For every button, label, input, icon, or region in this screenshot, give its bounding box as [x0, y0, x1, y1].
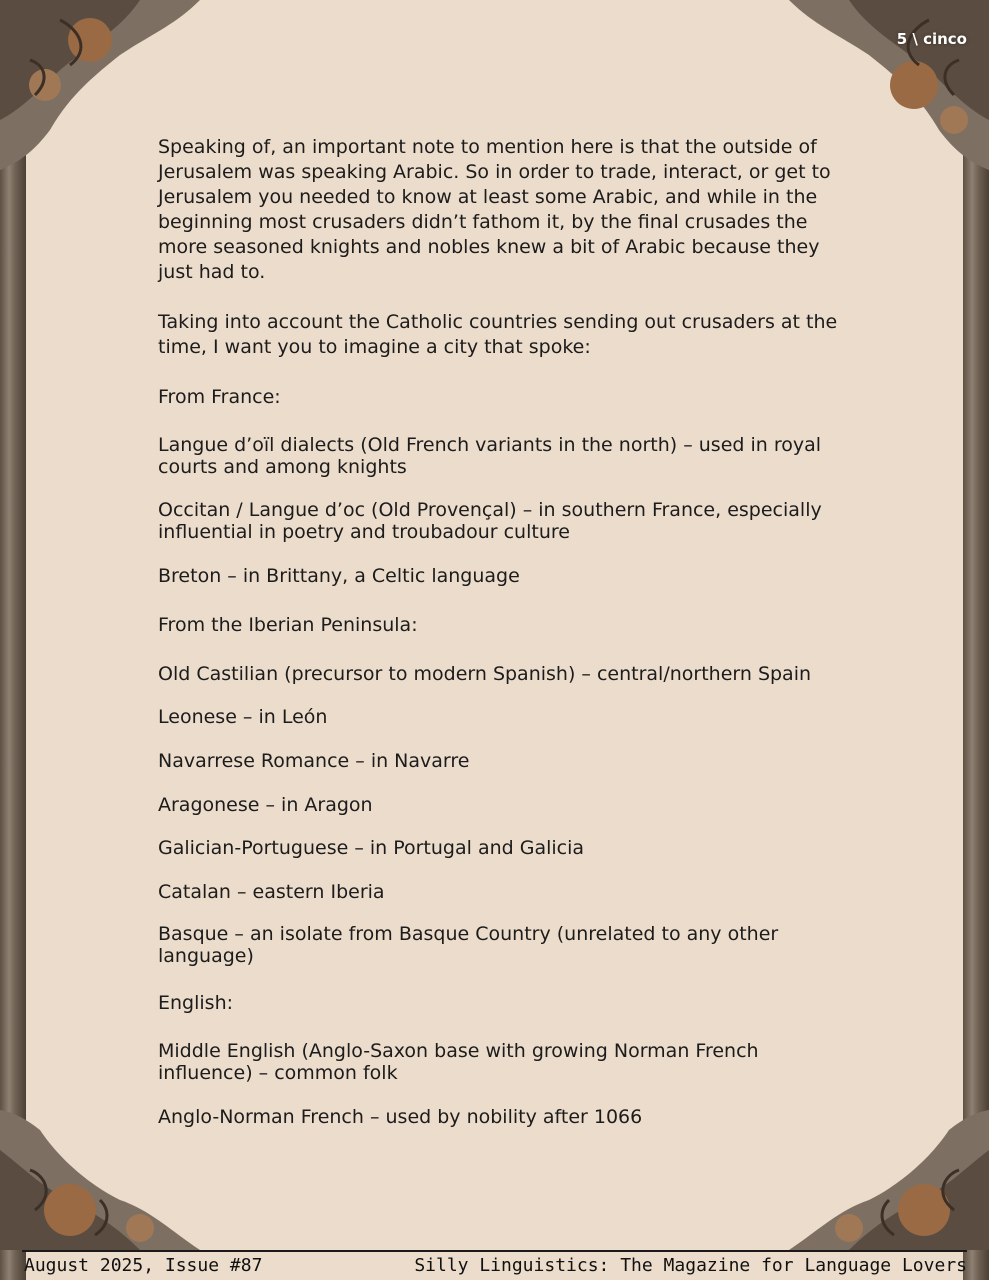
list-item: Old Castilian (precursor to modern Spanish) – central/northern Spain — [158, 663, 812, 685]
list-item: Aragonese – in Aragon — [158, 794, 373, 816]
section-heading: English: — [158, 992, 234, 1014]
body-paragraph: Taking into account the Catholic countries sending out crusaders at the time, I want you to imagine a city that spoke: — [158, 311, 838, 358]
section-heading: From the Iberian Peninsula: — [158, 614, 418, 636]
list-item: Navarrese Romance – in Navarre — [158, 750, 470, 772]
list-item: Occitan / Langue d’oc (Old Provençal) – in southern France, especially influential in poetry and troubadour culture — [158, 499, 822, 543]
list-item: Middle English (Anglo-Saxon base with growing Norman French influence) – common folk — [158, 1040, 759, 1084]
ornament-bottom-left-icon — [0, 1110, 200, 1250]
footer-magazine-title: Silly Linguistics: The Magazine for Language Lovers — [414, 1255, 967, 1276]
footer-divider — [22, 1250, 967, 1252]
list-item: Anglo-Norman French – used by nobility after 1066 — [158, 1106, 643, 1128]
list-item: Leonese – in León — [158, 706, 328, 728]
section-heading: From France: — [158, 386, 281, 408]
list-item: Catalan – eastern Iberia — [158, 881, 385, 903]
ornament-bottom-right-icon — [789, 1110, 989, 1250]
list-item: Basque – an isolate from Basque Country (unrelated to any other language) — [158, 923, 779, 967]
list-item: Breton – in Brittany, a Celtic language — [158, 565, 520, 587]
list-item: Langue d’oïl dialects (Old French variants in the north) – used in royal courts and among knights — [158, 434, 822, 478]
page-number: 5 \ cinco — [896, 30, 967, 48]
frame-border-right — [963, 0, 989, 1280]
body-paragraph: Speaking of, an important note to mention here is that the outside of Jerusalem was speaking Arabic. So in order to trade, interact, or get to Jerusalem you needed to know at least some Arabic, and while in the beginning most crusaders didn’t fathom it, by the final crusades the more seasoned knights and nobles knew a bit of Arabic because they just had to. — [158, 136, 831, 283]
list-item: Galician-Portuguese – in Portugal and Galicia — [158, 837, 585, 859]
footer-issue: August 2025, Issue #87 — [24, 1255, 263, 1276]
frame-border-left — [0, 0, 26, 1280]
article-body — [158, 135, 838, 1130]
